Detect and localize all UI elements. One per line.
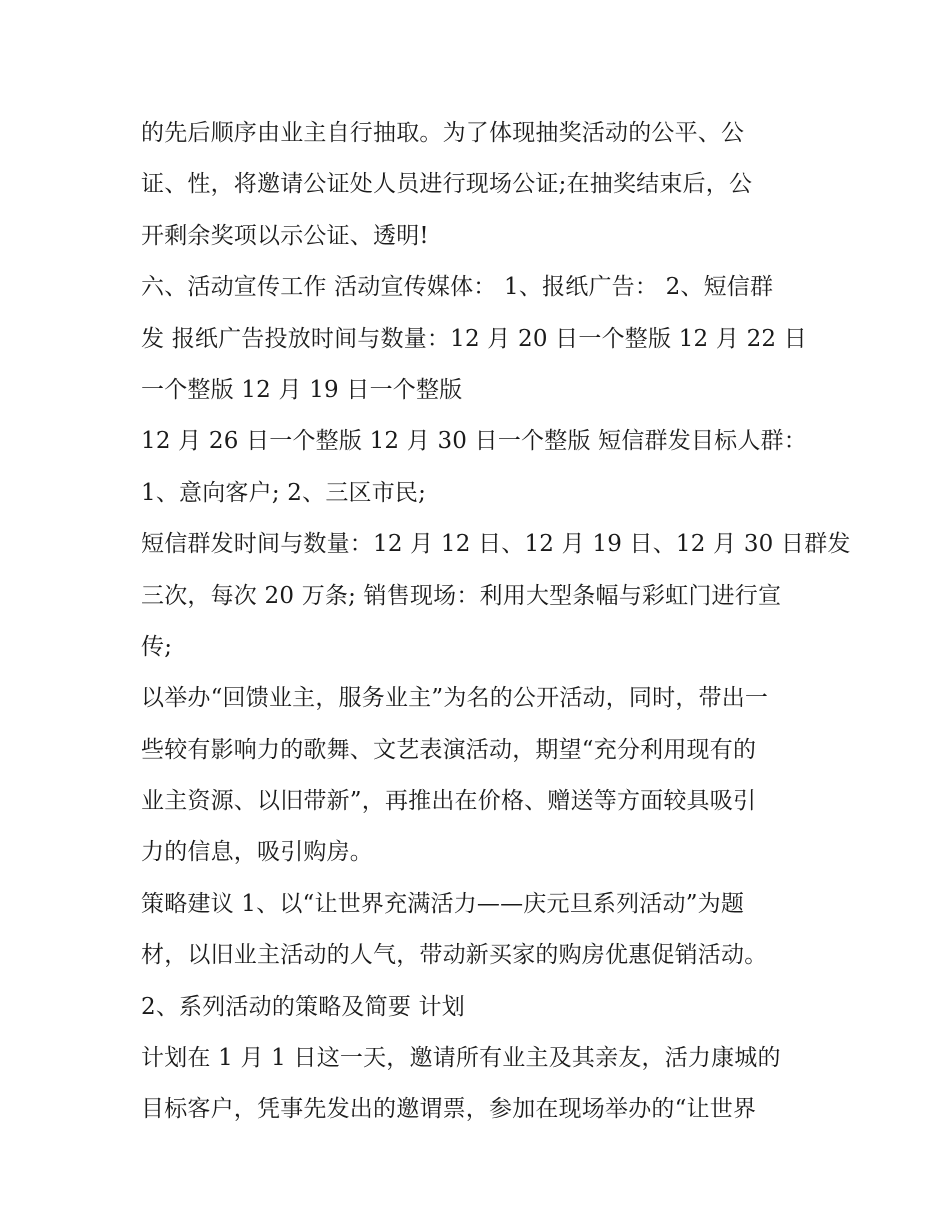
text-line: 业主资源、以旧带新”，再推出在价格、赠送等方面较具吸引 bbox=[141, 788, 757, 815]
text-line: 发 报纸广告投放时间与数量：12 月 20 日一个整版 12 月 22 日 bbox=[141, 325, 807, 352]
text-line: 短信群发时间与数量：12 月 12 日、12 月 19 日、12 月 30 日群发 bbox=[141, 531, 851, 558]
text-line: 策略建议 1、以“让世界充满活力——庆元旦系列活动”为题 bbox=[141, 890, 745, 917]
document-body bbox=[141, 108, 851, 1136]
text-line: 计划在 1 月 1 日这一天，邀请所有业主及其亲友，活力康城的 bbox=[141, 1045, 781, 1072]
text-line: 1、意向客户; 2、三区市民; bbox=[141, 479, 427, 506]
text-line: 些较有影响力的歌舞、文艺表演活动，期望“充分利用现有的 bbox=[141, 736, 757, 763]
text-line: 传; bbox=[141, 633, 173, 660]
text-line: 的先后顺序由业主自行抽取。为了体现抽奖活动的公平、公 bbox=[141, 120, 745, 146]
text-line: 三次，每次 20 万条; 销售现场：利用大型条幅与彩虹门进行宣 bbox=[141, 582, 782, 609]
text-line: 六、活动宣传工作 活动宣传媒体： 1、报纸广告： 2、短信群 bbox=[141, 274, 774, 301]
text-line: 以举办“回馈业主，服务业主”为名的公开活动，同时，带出一 bbox=[141, 685, 769, 712]
text-line: 2、系列活动的策略及简要 计划 bbox=[141, 993, 465, 1020]
text-line: 12 月 26 日一个整版 12 月 30 日一个整版 短信群发目标人群： bbox=[141, 428, 807, 455]
text-line: 目标客户，凭事先发出的邀谓票，参加在现场举办的“让世界 bbox=[141, 1096, 757, 1123]
text-line: 力的信息，吸引购房。 bbox=[141, 839, 373, 866]
text-line: 材，以旧业主活动的人气，带动新买家的购房优惠促销活动。 bbox=[141, 942, 768, 969]
text-line: 证、性，将邀请公证处人员进行现场公证;在抽奖结束后，公 bbox=[141, 171, 753, 198]
text-line: 开剩余奖项以示公证、透明! bbox=[141, 222, 429, 249]
text-line: 一个整版 12 月 19 日一个整版 bbox=[141, 376, 463, 403]
